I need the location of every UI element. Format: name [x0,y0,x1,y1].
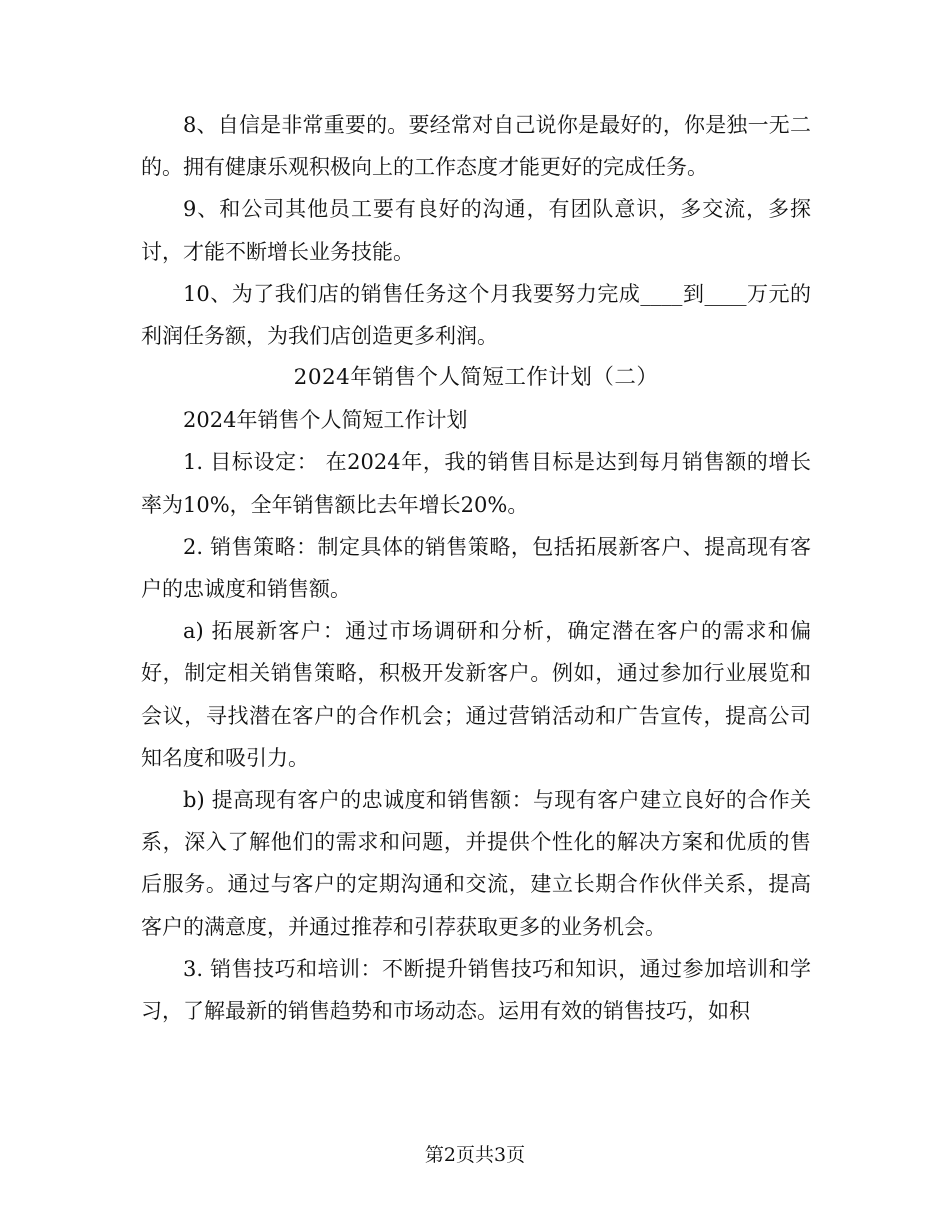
paragraph-item-10: 10、为了我们店的销售任务这个月我要努力完成____到____万元的利润任务额，为我们店创造更多利润。 [141,281,811,349]
paragraph-existing-customers: b) 提高现有客户的忠诚度和销售额：与现有客户建立良好的合作关系，深入了解他们的需求和问题，并提供个性化的解决方案和优质的售后服务。通过与客户的定期沟通和交流，建立长期合作伙伴关系，提高客户的满意度，并通过推荐和引荐获取更多的业务机会。 [141,788,811,939]
paragraph-item-8: 8、自信是非常重要的。要经常对自己说你是最好的，你是独一无二的。拥有健康乐观积极向上的工作态度才能更好的完成任务。 [141,113,811,180]
page-number-footer: 第2页共3页 [424,1144,526,1166]
paragraph-sales-training: 3. 销售技巧和培训：不断提升销售技巧和知识，通过参加培训和学习，了解最新的销售趋势和市场动态。运用有效的销售技巧，如积 [141,956,811,1024]
paragraph-goal-setting: 1. 目标设定： 在2024年，我的销售目标是达到每月销售额的增长率为10%，全年销售额比去年增长20%。 [141,450,811,517]
section-title: 2024年销售个人简短工作计划（二） [293,365,659,391]
paragraph-sales-strategy: 2. 销售策略：制定具体的销售策略，包括拓展新客户、提高现有客户的忠诚度和销售额。 [141,534,811,602]
document-body [141,104,811,1032]
paragraph-item-9: 9、和公司其他员工要有良好的沟通，有团队意识，多交流，多探讨，才能不断增长业务技能。 [141,197,811,264]
plan-heading: 2024年销售个人简短工作计划 [183,408,468,433]
paragraph-new-customers: a) 拓展新客户：通过市场调研和分析，确定潜在客户的需求和偏好，制定相关销售策略，积极开发新客户。例如，通过参加行业展览和会议，寻找潜在客户的合作机会；通过营销活动和广告宣传，提高公司知名度和吸引力。 [141,619,811,770]
